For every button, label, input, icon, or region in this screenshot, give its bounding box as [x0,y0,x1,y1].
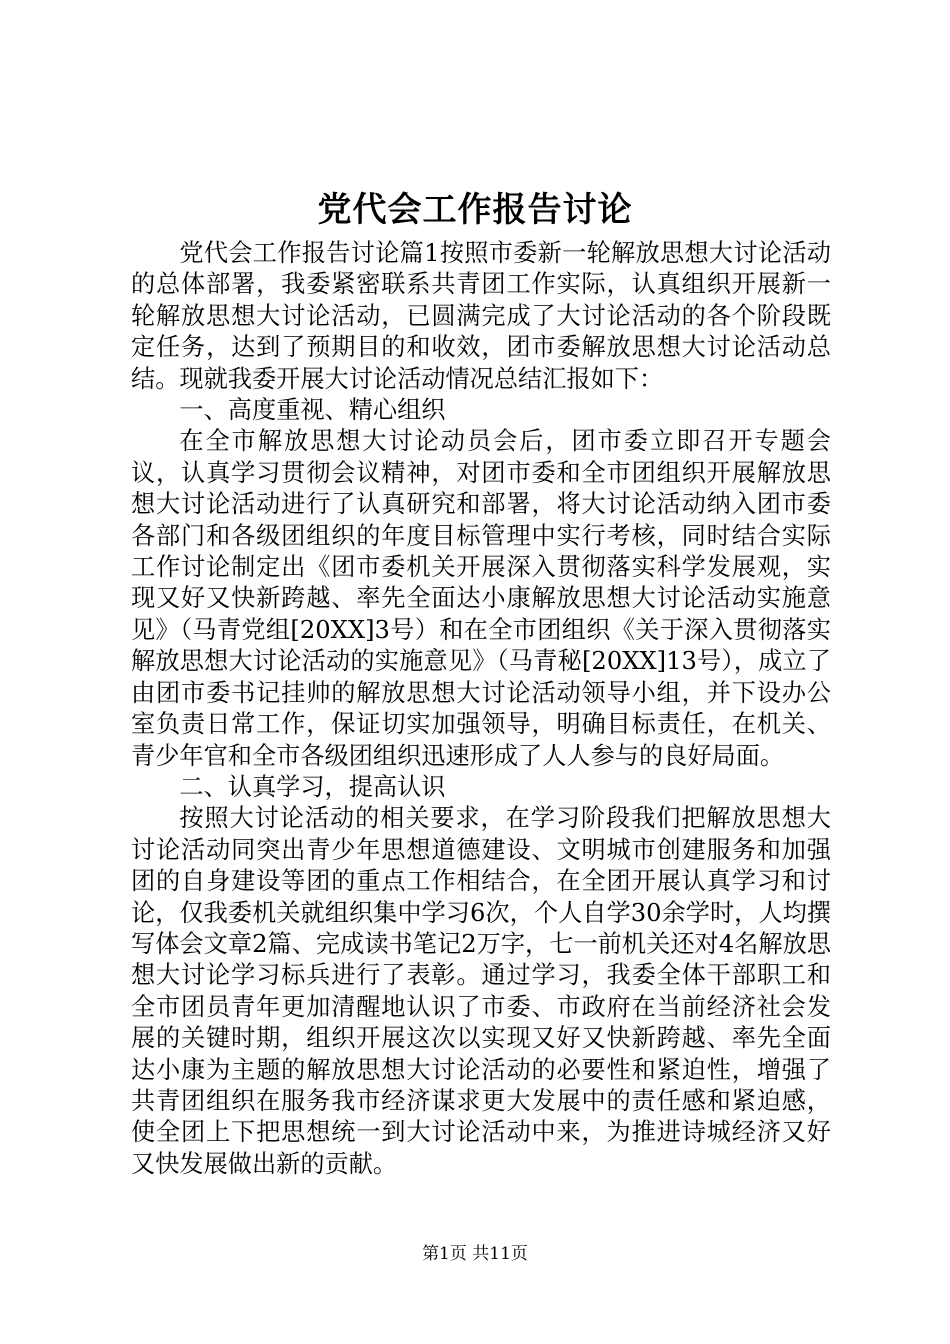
document-title: 党代会工作报告讨论 [317,190,633,230]
section-heading-1: 一、高度重视、精心组织 [179,396,446,425]
paragraph-section-2: 按照大讨论活动的相关要求，在学习阶段我们把解放思想大讨论活动同突出青少年思想道德建设、文明城市创建服务和加强团的自身建设等团的重点工作相结合，在全团开展认真学习和讨论，仅我委机关就组织集中学习6次，个人自学30余学时，人均撰写体会文章2篇、完成读书笔记2万字，七一前机关还对4名解放思想大讨论学习标兵进行了表彰。通过学习，我委全体干部职工和全市团员青年更加清醒地认识了市委、市政府在当前经济社会发展的关键时期，组织开展这次以实现又好又快新跨越、率先全面达小康为主题的解放思想大讨论活动的必要性和紧迫性，增强了共青团组织在服务我市经济谋求更大发展中的责任感和紧迫感，使全团上下把思想统一到大讨论活动中来，为推进诗城经济又好又快发展做出新的贡献。 [131,804,831,1178]
page-number-footer: 第1页 共11页 [422,1244,528,1264]
paragraph-intro: 党代会工作报告讨论篇1按照市委新一轮解放思想大讨论活动的总体部署，我委紧密联系共青团工作实际，认真组织开展新一轮解放思想大讨论活动，已圆满完成了大讨论活动的各个阶段既定任务，达到了预期目的和收效，团市委解放思想大讨论活动总结。现就我委开展大讨论活动情况总结汇报如下： [131,239,831,393]
document-body [131,238,831,1180]
section-heading-2: 二、认真学习，提高认识 [179,772,446,801]
paragraph-section-1: 在全市解放思想大讨论动员会后，团市委立即召开专题会议，认真学习贯彻会议精神，对团市委和全市团组织开展解放思想大讨论活动进行了认真研究和部署，将大讨论活动纳入团市委各部门和各级团组织的年度目标管理中实行考核，同时结合实际工作讨论制定出《团市委机关开展深入贯彻落实科学发展观，实现又好又快新跨越、率先全面达小康解放思想大讨论活动实施意见》（马青党组[20XX]3号）和在全市团组织《关于深入贯彻落实解放思想大讨论活动的实施意见》（马青秘[20XX]13号），成立了由团市委书记挂帅的解放思想大讨论活动领导小组，并下设办公室负责日常工作，保证切实加强领导，明确目标责任，在机关、青少年官和全市各级团组织迅速形成了人人参与的良好局面。 [131,427,831,770]
